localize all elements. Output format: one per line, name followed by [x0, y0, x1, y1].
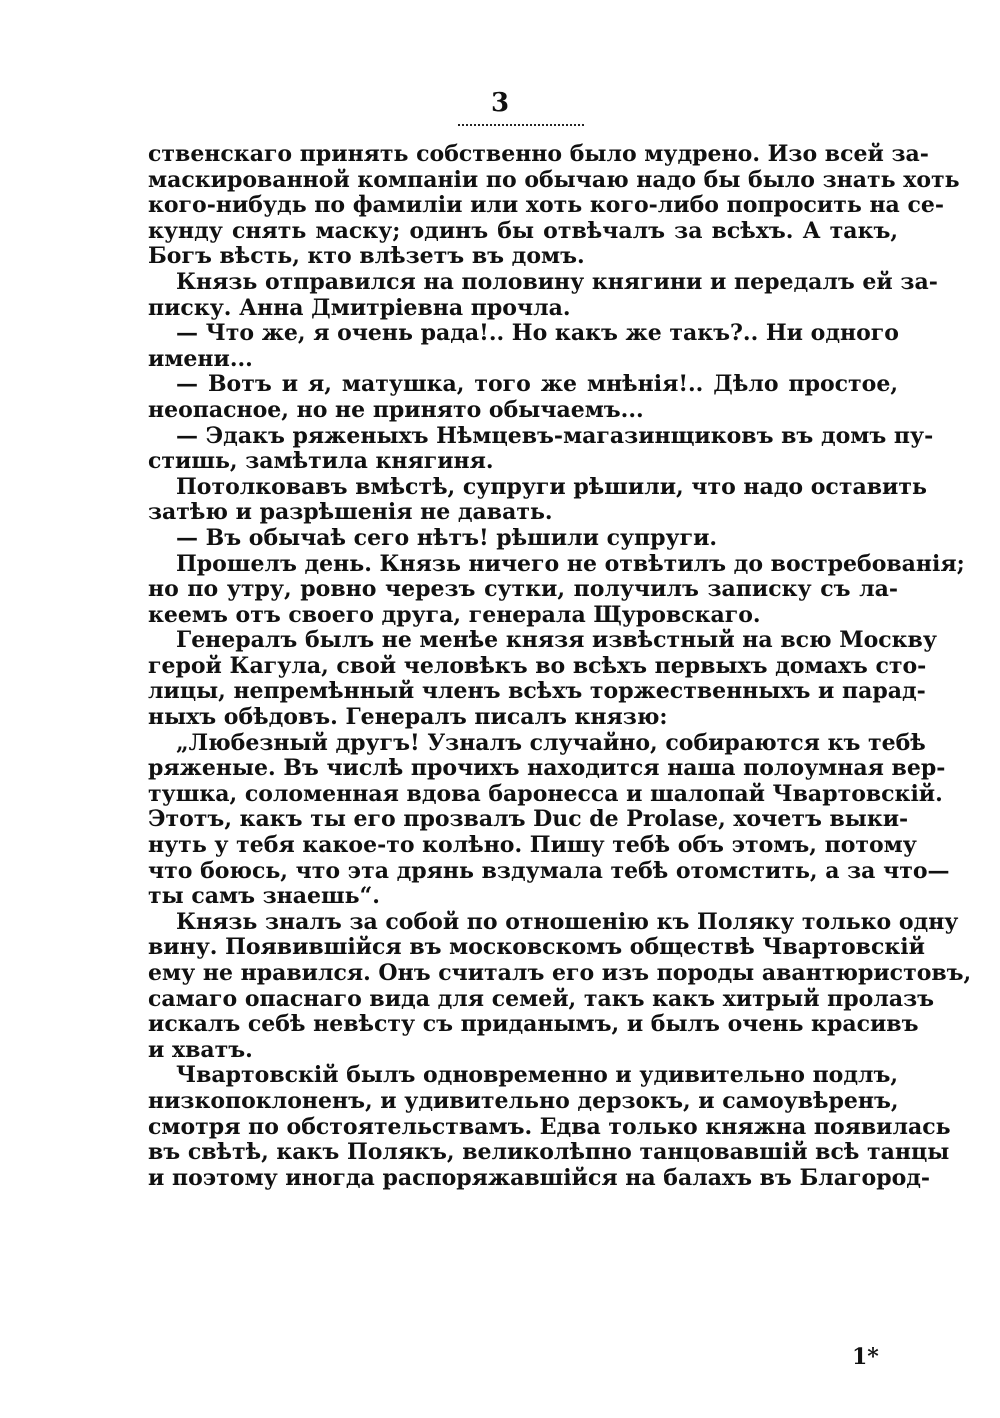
- text-line: вину. Появившійся въ московскомъ обществѣ Чвартовскій: [148, 934, 925, 961]
- text-line: — Что же, я очень рада!.. Но какъ же такъ?.. Ни одного: [176, 320, 899, 347]
- text-line: Этотъ, какъ ты его прозвалъ Duc de Prolase, хочетъ выки-: [148, 806, 909, 833]
- text-line: писку. Анна Дмитріевна прочла.: [148, 294, 571, 321]
- text-line: „Любезный другъ! Узналъ случайно, собираются къ тебѣ: [176, 729, 926, 756]
- text-line: ты самъ знаешь“.: [148, 883, 380, 910]
- text-line: Потолковавъ вмѣстѣ, супруги рѣшили, что надо оставить: [176, 473, 927, 500]
- paragraph-12: [148, 1062, 951, 1191]
- text-line: маскированной компаніи по обычаю надо бы было знать хоть: [148, 166, 960, 193]
- paragraph-1: [148, 141, 960, 270]
- text-line: — Въ обычаѣ сего нѣтъ! рѣшили супруги.: [176, 524, 718, 551]
- page-number: 3: [490, 88, 510, 118]
- text-line: смотря по обстоятельствамъ. Едва только княжна появилась: [148, 1113, 951, 1140]
- text-line: кунду снять маску; одинъ бы отвѣчалъ за всѣхъ. А такъ,: [148, 217, 898, 244]
- text-line: — Вотъ и я, матушка, того же мнѣнія!.. Дѣло простое,: [176, 371, 898, 398]
- header-rule: [458, 124, 584, 126]
- paragraph-3: [148, 321, 898, 372]
- text-line: Прошелъ день. Князь ничего не отвѣтилъ до востребованія;: [176, 550, 965, 577]
- text-line: искалъ себѣ невѣсту съ приданымъ, и былъ очень красивъ: [148, 1011, 919, 1038]
- text-line: нуть у тебя какое-то колѣно. Пишу тебѣ объ этомъ, потому: [148, 832, 917, 859]
- paragraph-7: [148, 526, 898, 552]
- text-line: и поэтому иногда распоряжавшійся на балахъ въ Благород-: [148, 1164, 931, 1191]
- text-line: тушка, соломенная вдова баронесса и шалопай Чвартовскій.: [148, 780, 943, 807]
- text-line: но по утру, ровно черезъ сутки, получилъ записку съ ла-: [148, 576, 898, 603]
- text-line: ему не нравился. Онъ считалъ его изъ породы авантюристовъ,: [148, 960, 972, 986]
- text-line: что боюсь, что эта дрянь вздумала тебѣ отомстить, а за что—: [148, 857, 950, 884]
- text-line: имени...: [148, 345, 253, 372]
- text-line: Князь зналъ за собой по отношенію къ Поляку только одну: [176, 908, 959, 935]
- paragraph-2: [148, 268, 938, 321]
- text-line: кого-нибудь по фамиліи или хоть кого-либо попросить на се-: [148, 192, 944, 219]
- paragraph-11: [148, 908, 972, 1064]
- text-line: самаго опаснаго вида для семей, такъ какъ хитрый пролазъ: [148, 985, 935, 1012]
- signature-mark: 1*: [852, 1344, 879, 1370]
- text-line: въ свѣтѣ, какъ Полякъ, великолѣпно танцовавшій всѣ танцы: [148, 1139, 950, 1166]
- text-line: герой Кагула, свой человѣкъ во всѣхъ первыхъ домахъ сто-: [148, 652, 927, 679]
- text-line: и хватъ.: [148, 1036, 253, 1063]
- text-line: затѣю и разрѣшенія не давать.: [148, 499, 553, 526]
- text-line: ныхъ обѣдовъ. Генералъ писалъ князю:: [148, 704, 668, 731]
- paragraph-10: [148, 729, 950, 910]
- text-line: — Эдакъ ряженыхъ Нѣмцевъ-магазинщиковъ въ домъ пу-: [176, 422, 934, 449]
- text-line: Князь отправился на половину княгини и передалъ ей за-: [176, 268, 938, 295]
- text-line: Генералъ былъ не менѣе князя извѣстный на всю Москву: [176, 627, 937, 654]
- text-line: ственскаго принять собственно было мудрено. Изо всей за-: [148, 141, 929, 167]
- paragraph-6: [148, 473, 927, 526]
- paragraph-9: [148, 627, 937, 731]
- text-line: Чвартовскій былъ одновременно и удивительно подлъ,: [176, 1062, 899, 1089]
- text-line: низкопоклоненъ, и удивительно дерзокъ, и самоувѣренъ,: [148, 1087, 899, 1114]
- paragraph-5: [148, 422, 934, 475]
- text-line: стишь, замѣтила княгиня.: [148, 448, 494, 475]
- paragraph-4: [148, 372, 898, 423]
- body-text: [148, 141, 972, 1191]
- text-line: лицы, непремѣнный членъ всѣхъ торжественныхъ и парад-: [148, 678, 926, 705]
- paragraph-8: [148, 550, 965, 629]
- text-line: кеемъ отъ своего друга, генерала Щуровскаго.: [148, 601, 761, 628]
- text-line: Богъ вѣсть, кто влѣзетъ въ домъ.: [148, 243, 585, 270]
- text-line: неопасное, но не принято обычаемъ...: [148, 396, 644, 423]
- text-line: ряженые. Въ числѣ прочихъ находится наша полоумная вер-: [148, 755, 946, 782]
